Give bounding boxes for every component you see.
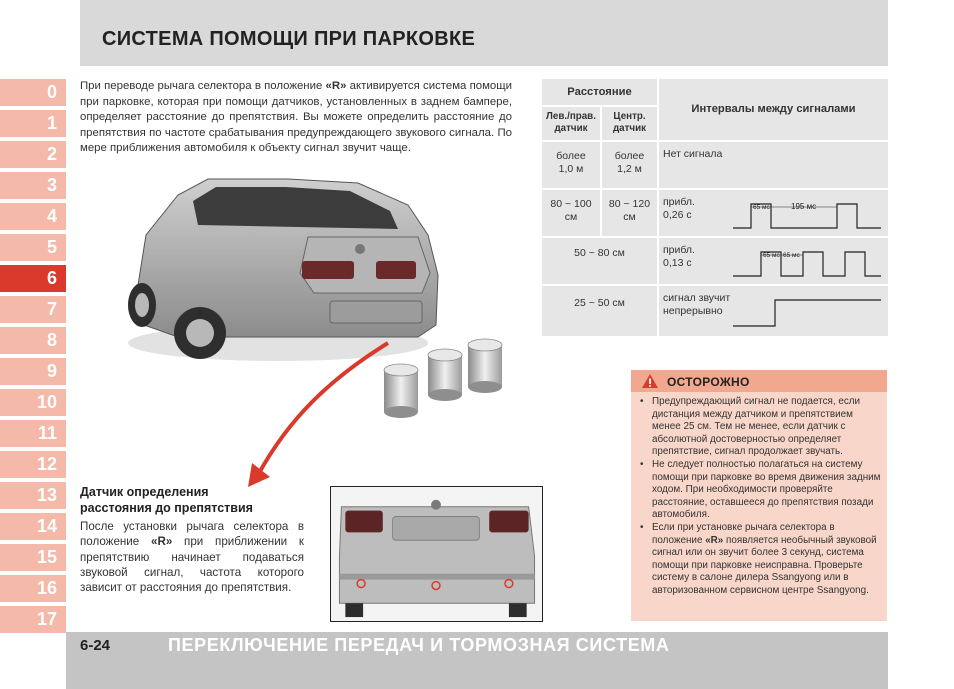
section-title: ПЕРЕКЛЮЧЕНИЕ ПЕРЕДАЧ И ТОРМОЗНАЯ СИСТЕМА: [168, 635, 670, 655]
row2-side-1: 80 ~ 100: [550, 198, 592, 210]
row1-signal-cell: [659, 142, 888, 188]
row1-side-2: 1,0 м: [558, 163, 584, 175]
row1-center-2: 1,2 м: [617, 163, 642, 175]
timing-label-65ms: 65 мс: [783, 252, 800, 259]
sensor-heading: [80, 484, 253, 516]
chapter-tab-0[interactable]: 0: [0, 79, 66, 106]
page-title: СИСТЕМА ПОМОЩИ ПРИ ПАРКОВКЕ: [102, 28, 476, 50]
distance-header: Расстояние: [567, 86, 632, 98]
row1-center-cell: [602, 142, 657, 188]
row4-signal-2: непрерывно: [663, 305, 723, 317]
chapter-tab-14[interactable]: 14: [0, 513, 66, 540]
row1-side-cell: [542, 142, 600, 188]
chapter-tab-5[interactable]: 5: [0, 234, 66, 261]
row2-center-1: 80 ~ 120: [608, 198, 651, 210]
page-number: 6-24: [80, 637, 111, 654]
caution-item: [640, 522, 882, 598]
caution-item: • Предупреждающий сигнал не подается, если дистанция между датчиком и препятствием менее 25 см. Тем не менее, если датчик с абсолютной достоверностью определяет препятствие, сигнал продолжает звучать.: [640, 396, 882, 459]
timing-label-65ms: 65 мс: [753, 204, 770, 211]
row1-center-1: более: [614, 150, 645, 162]
rear-bumper-photo: [330, 486, 543, 622]
caution-box: [631, 370, 887, 621]
row4-signal-cell: [659, 286, 888, 336]
interval-header: Интервалы между сигналами: [691, 103, 856, 115]
row2-center-2: см: [623, 211, 636, 223]
row2-signal-1: прибл.: [663, 196, 695, 208]
side-sensor-header-1: Лев./прав.: [546, 111, 596, 122]
chapter-tab-17[interactable]: 17: [0, 606, 66, 633]
chapter-tab-11[interactable]: 11: [0, 420, 66, 447]
warning-icon: [641, 373, 659, 389]
row2-signal-cell: [659, 190, 888, 236]
caution-item3-text-1: Если при установке рычага селектора в положение: [652, 521, 835, 546]
obstacle-cylinder: [384, 364, 418, 418]
chapter-tab-8[interactable]: 8: [0, 327, 66, 354]
caution-list: [640, 396, 882, 598]
sensor-text-2: при приближении к препятствию начинает подаваться звуковой сигнал, частота которого зависит от расстояния до препятствия.: [80, 535, 305, 595]
chapter-tab-15[interactable]: 15: [0, 544, 66, 571]
caution-title: ОСТОРОЖНО: [667, 375, 750, 389]
chapter-tab-7[interactable]: 7: [0, 296, 66, 323]
sensor-r-position: «R»: [151, 535, 173, 549]
row2-signal-2: 0,26 с: [663, 209, 692, 221]
chapter-tab-1[interactable]: 1: [0, 110, 66, 137]
row4-distance: 25 ~ 50 см: [574, 297, 625, 309]
sensor-text-1: После установки рычага селектора в положение: [80, 520, 304, 549]
center-sensor-header-cell: [602, 107, 657, 140]
row3-signal-1: прибл.: [663, 244, 695, 256]
footer-bar: [66, 632, 888, 689]
title-bar: [80, 0, 888, 66]
obstacle-cylinder: [468, 339, 502, 393]
timing-label-65ms: 65 мс: [763, 252, 780, 259]
pulse-diagram-continuous: [731, 294, 883, 330]
chapter-tab-4[interactable]: 4: [0, 203, 66, 230]
row1-side-1: более: [556, 150, 586, 162]
row3-signal-cell: [659, 238, 888, 284]
row4-signal-1: сигнал звучит: [663, 292, 731, 304]
row2-side-2: см: [564, 211, 578, 223]
pulse-diagram-013: [731, 246, 883, 280]
chapter-tab-10[interactable]: 10: [0, 389, 66, 416]
sensor-paragraph: [80, 519, 304, 595]
car-illustration: [118, 165, 518, 490]
side-sensor-header-2: датчик: [554, 123, 588, 134]
pulse-diagram-026: [731, 198, 883, 232]
row3-distance: 50 ~ 80 см: [574, 247, 625, 259]
caution-item: • Не следует полностью полагаться на систему помощи при парковке во время движения задним ходом. При необходимости проверяйте расстояние, оставшееся до препятствия позади автомобиля.: [640, 459, 882, 522]
timing-label-195ms: 195 мс: [791, 202, 817, 211]
row3-signal-2: 0,13 с: [663, 257, 692, 269]
caution-r-position: «R»: [705, 534, 724, 546]
interval-header-cell: [659, 79, 888, 140]
intro-text-1: При переводе рычага селектора в положение: [80, 80, 326, 92]
chapter-tab-9[interactable]: 9: [0, 358, 66, 385]
chapter-tabs: [0, 79, 66, 637]
row1-signal-text: Нет сигнала: [663, 148, 723, 160]
chapter-tab-6[interactable]: 6: [0, 265, 66, 292]
distance-table: [542, 79, 888, 336]
chapter-tab-2[interactable]: 2: [0, 141, 66, 168]
center-sensor-header-2: датчик: [612, 123, 647, 134]
row2-center-cell: [602, 190, 657, 236]
side-sensor-header-cell: [542, 107, 600, 140]
row2-side-cell: [542, 190, 600, 236]
obstacle-cylinder: [428, 349, 462, 401]
caution-header: [631, 370, 887, 392]
distance-header-cell: [542, 79, 657, 105]
chapter-tab-12[interactable]: 12: [0, 451, 66, 478]
intro-r-position: «R»: [325, 80, 347, 92]
row3-distance-cell: [542, 238, 657, 284]
intro-text-2: активируется система помощи при парковке, которая при помощи датчиков, установленных в заднем бампере, определяет расстояние до препятствия. Вы можете определить расстояние до препятствия по частоте срабатывания предупреждающего звукового сигнала. По мере приближения автомобиля к объекту сигнал звучит чаще.: [80, 80, 512, 155]
center-sensor-header-1: Центр.: [613, 111, 646, 122]
row4-distance-cell: [542, 286, 657, 336]
chapter-tab-3[interactable]: 3: [0, 172, 66, 199]
sensor-heading-line-2: расстояния до препятствия: [80, 501, 253, 515]
chapter-tab-13[interactable]: 13: [0, 482, 66, 509]
caution-item3-text-2: появляется необычный звуковой сигнал или он звучит более 3 секунд, система помощи при парковке неисправна. Проверьте систему в салоне дилера Ssangyong или в авторизованном сервисном центре Ssangyong.: [652, 534, 877, 596]
sensor-heading-line-1: Датчик определения: [80, 485, 209, 499]
intro-paragraph: [80, 79, 512, 157]
chapter-tab-16[interactable]: 16: [0, 575, 66, 602]
